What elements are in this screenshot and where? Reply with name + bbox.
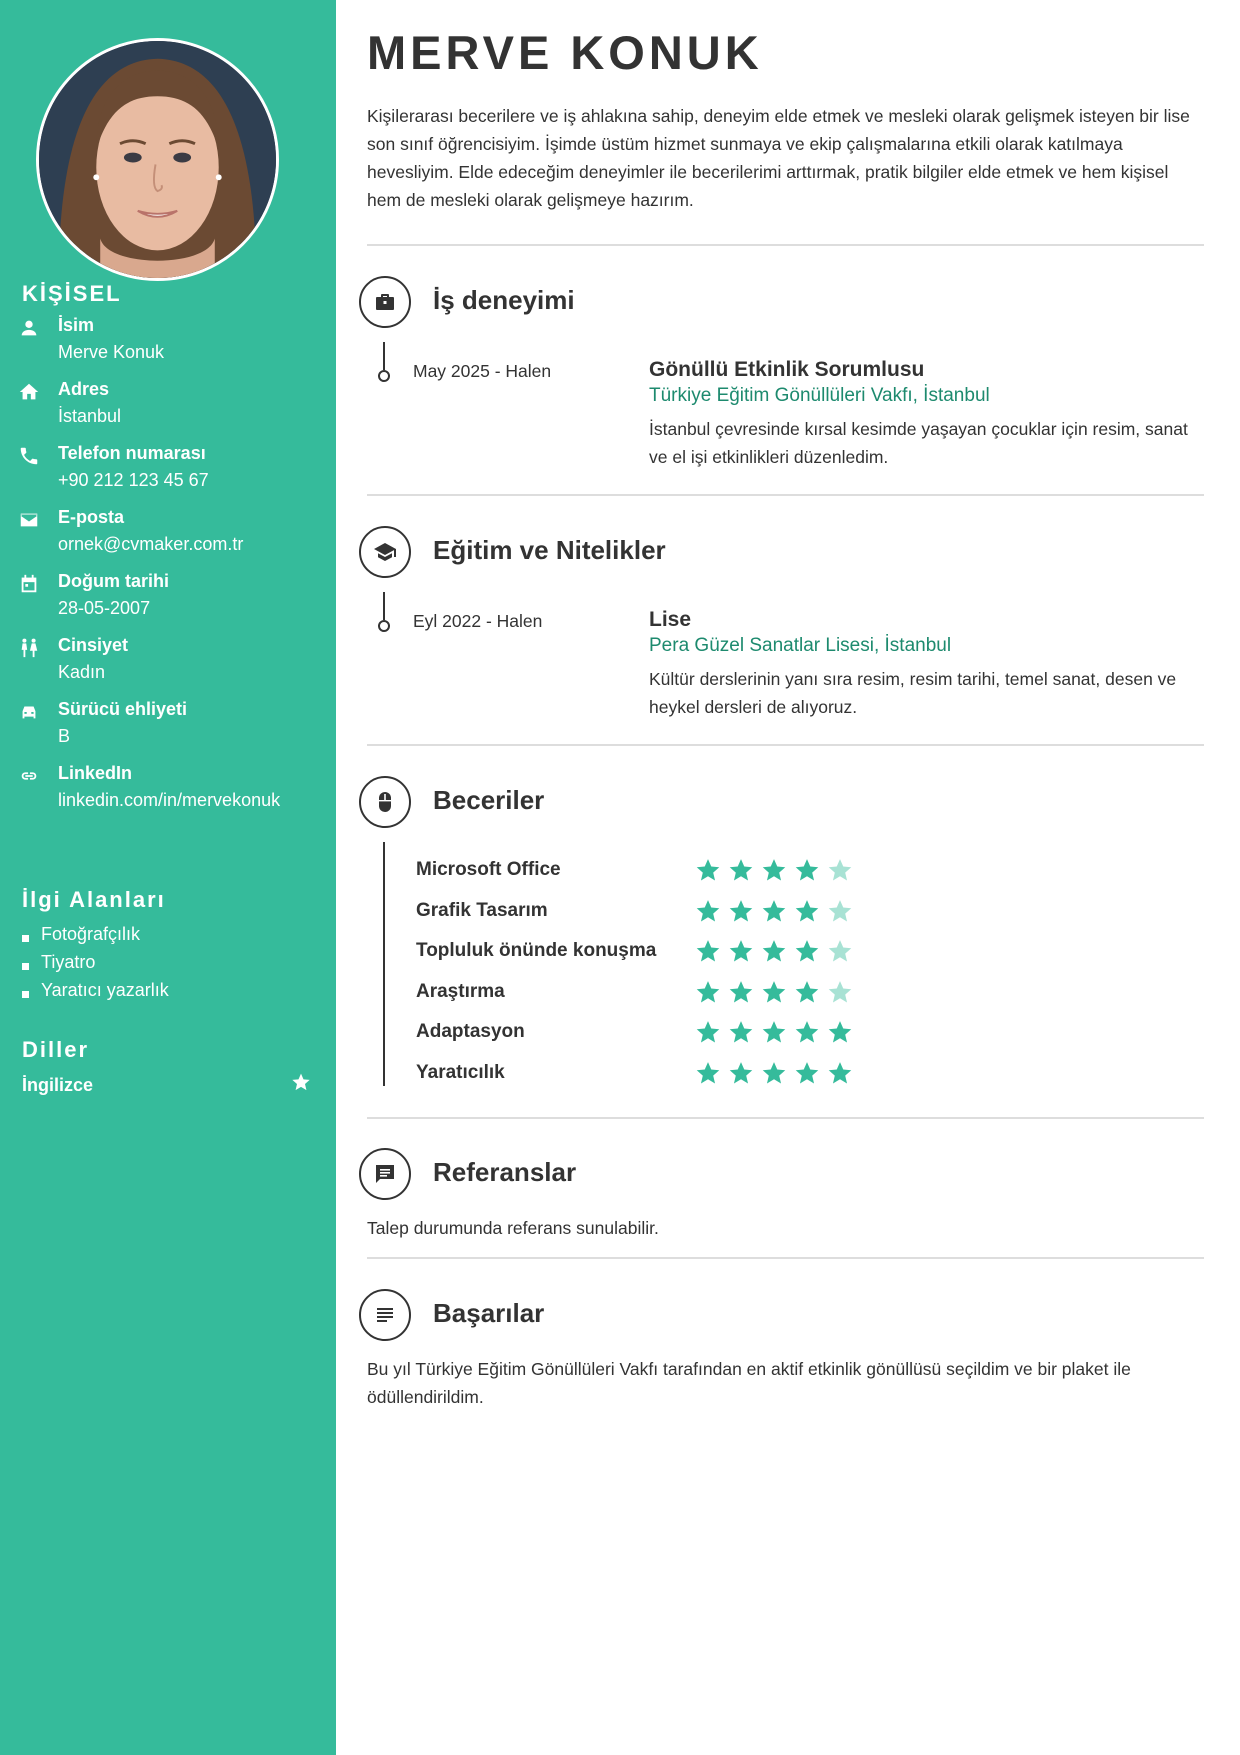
skill-row: [416, 1019, 976, 1049]
sidebar: [0, 0, 336, 1755]
personal-value: 28-05-2007: [58, 598, 151, 618]
interest-item: Fotoğrafçılık: [22, 924, 140, 945]
interest-item: Tiyatro: [22, 952, 95, 973]
skill-row: [416, 979, 976, 1009]
skill-rating: [695, 979, 860, 1005]
personal-value: İstanbul: [58, 406, 122, 426]
skill-rating: [695, 857, 860, 883]
skill-rating: [695, 1060, 860, 1086]
star-icon: [794, 938, 820, 964]
timeline-dot: [378, 370, 390, 382]
star-icon: [794, 898, 820, 924]
home-icon: [18, 381, 40, 403]
star-icon: [827, 938, 853, 964]
calendar-icon: [18, 573, 40, 595]
skill-row: [416, 857, 976, 887]
education-school: Pera Güzel Sanatlar Lisesi, İstanbul: [649, 635, 952, 656]
personal-item-address: [0, 379, 336, 435]
education-description: Kültür derslerinin yanı sıra resim, resim tarihi, temel sanat, desen ve heykel dersleri de alıyoruz.: [649, 669, 1177, 717]
skill-row: [416, 898, 976, 928]
personal-label: Telefon numarası: [58, 443, 206, 463]
experience-title: Gönüllü Etkinlik Sorumlusu: [649, 358, 925, 381]
bullet-icon: [22, 963, 29, 970]
section-title-experience: İş deneyimi: [433, 285, 575, 315]
star-icon: [794, 979, 820, 1005]
personal-value: linkedin.com/in/mervekonuk: [58, 790, 281, 810]
personal-item-license: [0, 699, 336, 755]
star-icon: [695, 1060, 721, 1086]
education-title: Lise: [649, 608, 692, 631]
email-icon: [18, 509, 40, 531]
person-icon: [18, 317, 40, 339]
profile-photo: [36, 38, 279, 281]
section-title-skills: Beceriler: [433, 785, 545, 815]
education-date: Eyl 2022 - Halen: [413, 611, 543, 631]
personal-label: Doğum tarihi: [58, 571, 169, 591]
star-icon: [695, 979, 721, 1005]
personal-item-linkedin: [0, 763, 336, 819]
personal-item-gender: [0, 635, 336, 691]
star-icon: [794, 857, 820, 883]
languages-heading: Diller: [22, 1037, 90, 1062]
personal-item-name: [0, 315, 336, 371]
gender-icon: [18, 637, 40, 659]
divider: [367, 494, 1204, 496]
personal-value: Kadın: [58, 662, 106, 682]
star-icon: [695, 898, 721, 924]
experience-organization: Türkiye Eğitim Gönüllüleri Vakfı, İstanbul: [649, 385, 990, 406]
chat-icon: [359, 1148, 411, 1200]
skill-rating: [695, 1019, 860, 1045]
star-icon: [794, 1060, 820, 1086]
skill-row: [416, 1060, 976, 1090]
star-icon: [695, 857, 721, 883]
language-name: İngilizce: [22, 1075, 94, 1095]
skill-name: Microsoft Office: [416, 859, 561, 880]
phone-icon: [18, 445, 40, 467]
personal-label: Sürücü ehliyeti: [58, 699, 188, 719]
timeline-dot: [378, 620, 390, 632]
star-icon: [728, 938, 754, 964]
divider: [367, 244, 1204, 246]
candidate-name: MERVE KONUK: [367, 26, 763, 79]
graduation-cap-icon: [359, 526, 411, 578]
divider: [367, 744, 1204, 746]
star-icon: [761, 979, 787, 1005]
skill-row: [416, 938, 976, 968]
personal-value: Merve Konuk: [58, 342, 165, 362]
personal-label: LinkedIn: [58, 763, 133, 783]
star-icon: [794, 1019, 820, 1045]
section-title-references: Referanslar: [433, 1157, 577, 1187]
skill-name: Grafik Tasarım: [416, 900, 548, 921]
star-icon: [291, 1072, 311, 1092]
link-icon: [18, 765, 40, 787]
section-title-achievements: Başarılar: [433, 1298, 545, 1328]
star-icon: [761, 1019, 787, 1045]
experience-description: İstanbul çevresinde kırsal kesimde yaşayan çocuklar için resim, sanat ve el işi etkinlikleri düzenledim.: [649, 419, 1188, 467]
star-icon: [761, 1060, 787, 1086]
personal-heading: KİŞİSEL: [22, 281, 122, 306]
star-icon: [827, 898, 853, 924]
star-icon: [728, 979, 754, 1005]
star-icon: [695, 1019, 721, 1045]
personal-value: B: [58, 726, 71, 746]
divider: [367, 1257, 1204, 1259]
timeline-line: [383, 842, 385, 1086]
divider: [367, 1117, 1204, 1119]
section-title-education: Eğitim ve Nitelikler: [433, 535, 666, 565]
mouse-icon: [359, 776, 411, 828]
skill-name: Adaptasyon: [416, 1021, 525, 1042]
references-text: Talep durumunda referans sunulabilir.: [367, 1218, 659, 1238]
timeline-line: [383, 592, 385, 620]
star-icon: [827, 857, 853, 883]
star-icon: [827, 1060, 853, 1086]
star-icon: [761, 898, 787, 924]
star-icon: [728, 857, 754, 883]
skill-rating: [695, 938, 860, 964]
interest-item: Yaratıcı yazarlık: [22, 980, 169, 1001]
personal-label: E-posta: [58, 507, 125, 527]
star-icon: [761, 857, 787, 883]
achievements-text: Bu yıl Türkiye Eğitim Gönüllüleri Vakfı tarafından en aktif etkinlik gönüllüsü seçildim ve bir plaket ile ödüllendirildim.: [367, 1359, 1131, 1407]
timeline-line: [383, 342, 385, 370]
personal-item-email: [0, 507, 336, 563]
star-icon: [761, 938, 787, 964]
personal-label: Cinsiyet: [58, 635, 129, 655]
star-icon: [728, 1019, 754, 1045]
bullet-icon: [22, 935, 29, 942]
bullet-icon: [22, 991, 29, 998]
star-icon: [695, 938, 721, 964]
experience-date: May 2025 - Halen: [413, 361, 552, 381]
personal-label: Adres: [58, 379, 110, 399]
star-icon: [728, 1060, 754, 1086]
skill-name: Yaratıcılık: [416, 1062, 505, 1083]
personal-value: ornek@cvmaker.com.tr: [58, 534, 244, 554]
briefcase-icon: [359, 276, 411, 328]
personal-item-phone: [0, 443, 336, 499]
skill-rating: [695, 898, 860, 924]
text-lines-icon: [359, 1289, 411, 1341]
skill-name: Araştırma: [416, 981, 505, 1002]
car-icon: [18, 701, 40, 723]
interests-heading: İlgi Alanları: [22, 887, 166, 912]
star-icon: [827, 1019, 853, 1045]
personal-label: İsim: [58, 315, 95, 335]
profile-summary: Kişilerarası becerilere ve iş ahlakına sahip, deneyim elde etmek ve mesleki olarak gelişmek isteyen bir lise son sınıf öğrencisiyim. İşimde üstüm hizmet sunmaya ve ekip çalışmalarına etkili olarak katılmaya hevesliyim. Elde edeceğim deneyimler ile becerilerimi arttırmak, pratik bilgiler elde etmek ve hem kişisel hem de mesleki olarak gelişmeye hazırım.: [367, 106, 1190, 210]
skill-name: Topluluk önünde konuşma: [416, 940, 657, 961]
star-icon: [827, 979, 853, 1005]
star-icon: [728, 898, 754, 924]
personal-value: +90 212 123 45 67: [58, 470, 209, 490]
personal-item-birthdate: [0, 571, 336, 627]
